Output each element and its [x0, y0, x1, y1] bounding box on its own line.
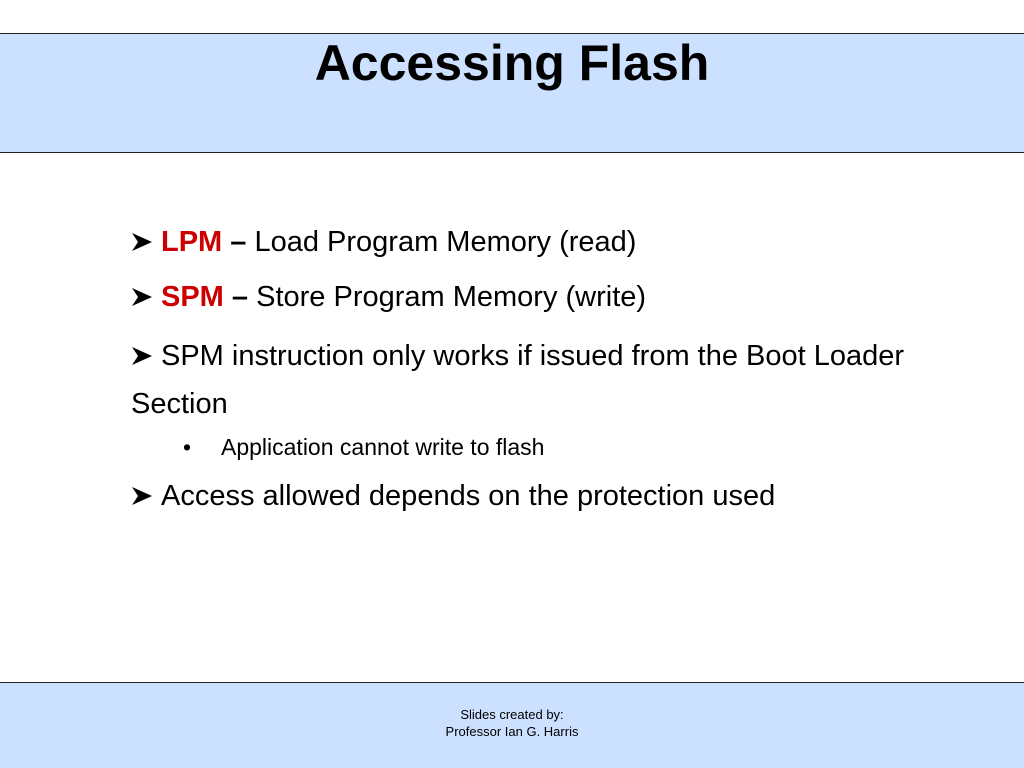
slide-title: Accessing Flash [314, 35, 710, 91]
bullet-access [131, 476, 951, 517]
bullet-lpm [131, 222, 951, 263]
bullet-spm-restriction [131, 332, 951, 428]
slide-content [131, 222, 951, 531]
bullet-dash: – [231, 281, 249, 313]
footer-credit [0, 706, 1024, 740]
arrowhead-bullet-icon [131, 277, 161, 318]
bullet-text: Store Program Memory (write) [256, 281, 647, 313]
sub-bullet [183, 432, 951, 462]
arrowhead-bullet-icon [131, 476, 161, 517]
footer-line-2: Professor Ian G. Harris [445, 724, 579, 739]
arrowhead-bullet-icon [131, 222, 161, 263]
bullet-text: SPM instruction only works if issued from the Boot Loader Section [131, 340, 905, 420]
bullet-text: Load Program Memory (read) [254, 226, 637, 258]
footer-line-1: Slides created by: [460, 707, 564, 722]
bullet-text: Access allowed depends on the protection used [161, 480, 776, 512]
keyword-lpm: LPM [161, 226, 223, 258]
arrowhead-bullet-icon [131, 332, 161, 380]
dot-bullet-icon: • [183, 434, 192, 460]
keyword-spm: SPM [161, 281, 224, 313]
bullet-spm [131, 277, 951, 318]
bullet-dash: – [230, 226, 247, 258]
sub-bullet-text: Application cannot write to flash [221, 434, 545, 460]
